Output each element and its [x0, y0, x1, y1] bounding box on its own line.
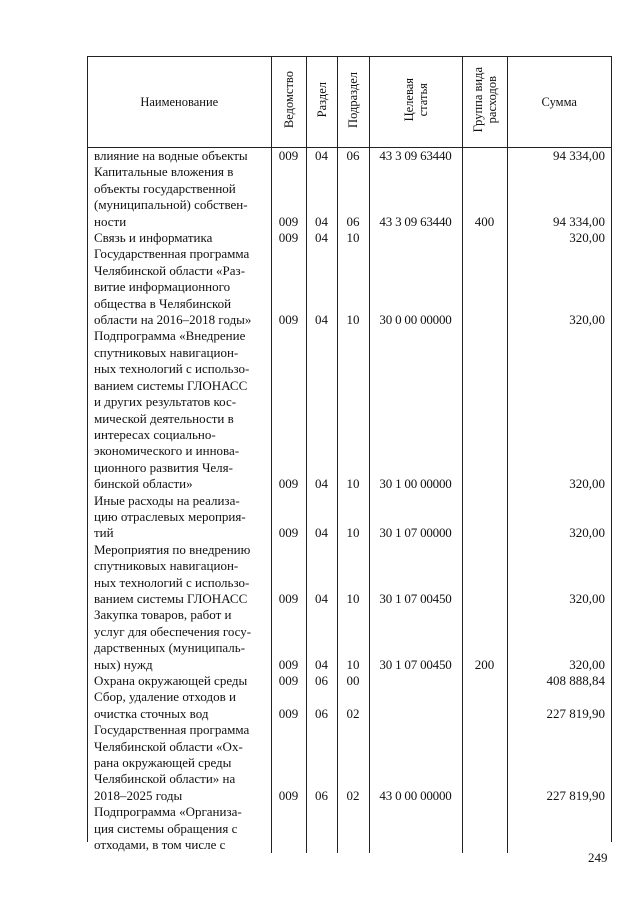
sum-cell: 408 888,84 [546, 673, 605, 688]
sum-cell: 227 819,90 [546, 705, 605, 721]
name-cell [88, 493, 271, 542]
name-line: ности [94, 213, 127, 229]
name-line: объекты государственной [94, 180, 236, 196]
name-line: дарственных (муниципаль- [94, 640, 246, 656]
name-line: Подпрограмма «Внедрение [94, 328, 246, 344]
section-cell: 04 [306, 493, 337, 542]
table-row [88, 722, 611, 804]
sum-cell: 227 819,90 [546, 787, 605, 803]
subsection-cell: 10 [337, 230, 369, 246]
name-cell [88, 804, 271, 853]
name-cell [88, 230, 271, 246]
sum-cell: 320,00 [569, 590, 605, 606]
table-row [88, 230, 611, 246]
group-cell: 200 [462, 607, 507, 673]
group-cell [462, 689, 507, 722]
name-line: ционного развития Челя- [94, 459, 233, 475]
table-row [88, 607, 611, 673]
table-row [88, 689, 611, 722]
table-row [88, 673, 611, 689]
name-line: спутниковых навигацион- [94, 558, 239, 574]
subsection-cell: 02 [337, 689, 369, 722]
name-line: Государственная программа [94, 722, 250, 738]
name-line: экономического и иннова- [94, 443, 240, 459]
ministry-cell [271, 804, 306, 853]
table-row [88, 246, 611, 328]
header-sum: Сумма [507, 57, 611, 148]
section-cell: 06 [306, 673, 337, 689]
name-line: Челябинской области «Раз- [94, 262, 246, 278]
subsection-cell: 10 [337, 328, 369, 492]
sum-cell [507, 804, 611, 853]
name-line: ванием системы ГЛОНАСС [94, 377, 248, 393]
target-cell: 30 1 07 00450 [369, 542, 462, 608]
section-cell: 04 [306, 328, 337, 492]
sum-cell: 320,00 [569, 476, 605, 492]
sum-cell: 94 334,00 [553, 148, 605, 163]
name-line: услуг для обеспечения госу- [94, 623, 252, 639]
name-line: интересах социально- [94, 426, 216, 442]
name-line: витие информационного [94, 279, 231, 295]
section-cell: 04 [306, 542, 337, 608]
sum-cell: 320,00 [569, 525, 605, 541]
target-cell [369, 804, 462, 853]
header-name: Наименование [88, 57, 271, 148]
subsection-cell: 00 [337, 673, 369, 689]
name-line: ных технологий с использо- [94, 361, 250, 377]
name-line: Сбор, удаление отходов и [94, 689, 236, 705]
ministry-cell: 009 [271, 164, 306, 230]
target-cell: 30 1 07 00000 [369, 493, 462, 542]
name-line: спутниковых навигацион- [94, 344, 239, 360]
name-cell [88, 607, 271, 673]
table-row [88, 328, 611, 492]
name-line: Иные расходы на реализа- [94, 492, 240, 508]
sum-cell: 320,00 [569, 230, 605, 246]
section-cell: 04 [306, 230, 337, 246]
table-row [88, 804, 611, 853]
target-cell: 43 0 00 00000 [369, 722, 462, 804]
section-cell: 04 [306, 607, 337, 673]
group-cell [462, 148, 507, 165]
name-cell [88, 328, 271, 492]
group-cell [462, 328, 507, 492]
target-cell [369, 689, 462, 722]
table-row [88, 148, 611, 165]
table-header-row [88, 57, 611, 148]
group-cell [462, 804, 507, 853]
subsection-cell: 06 [337, 148, 369, 165]
budget-table [88, 57, 611, 853]
target-cell: 30 0 00 00000 [369, 246, 462, 328]
ministry-cell: 009 [271, 328, 306, 492]
ministry-cell: 009 [271, 542, 306, 608]
group-cell [462, 542, 507, 608]
ministry-cell: 009 [271, 722, 306, 804]
group-cell [462, 493, 507, 542]
name-line: и других результатов кос- [94, 394, 237, 410]
ministry-cell: 009 [271, 493, 306, 542]
name-cell [88, 246, 271, 328]
name-line: Закупка товаров, работ и [94, 607, 232, 623]
name-line: цию отраслевых мероприя- [94, 508, 246, 524]
group-cell [462, 722, 507, 804]
group-cell [462, 673, 507, 689]
subsection-cell: 02 [337, 722, 369, 804]
header-group: Группа вида расходов [462, 57, 507, 148]
ministry-cell: 009 [271, 230, 306, 246]
subsection-cell [337, 804, 369, 853]
name-line: очистка сточных вод [94, 705, 209, 721]
group-cell: 400 [462, 164, 507, 230]
name-line: ных технологий с использо- [94, 574, 250, 590]
name-cell [88, 164, 271, 230]
name-cell [88, 689, 271, 722]
ministry-cell: 009 [271, 607, 306, 673]
ministry-cell: 009 [271, 246, 306, 328]
section-cell [306, 804, 337, 853]
section-cell: 06 [306, 722, 337, 804]
name-line: отходами, в том числе с [94, 837, 226, 853]
name-line: Челябинской области» на [94, 771, 236, 787]
group-cell [462, 230, 507, 246]
table-row [88, 164, 611, 230]
sum-cell: 320,00 [569, 312, 605, 328]
name-line: области на 2016–2018 годы» [94, 312, 252, 328]
section-cell: 04 [306, 164, 337, 230]
ministry-cell: 009 [271, 148, 306, 165]
subsection-cell: 06 [337, 164, 369, 230]
name-cell [88, 673, 271, 689]
name-cell [88, 722, 271, 804]
target-cell [369, 230, 462, 246]
name-line: общества в Челябинской [94, 295, 232, 311]
header-ministry: Ведомство [271, 57, 306, 148]
name-cell [88, 542, 271, 608]
table-row [88, 493, 611, 542]
table-body [88, 148, 611, 854]
name-line: рана окружающей среды [94, 755, 232, 771]
name-line: (муниципальной) собствен- [94, 197, 248, 213]
group-cell [462, 246, 507, 328]
name-line: бинской области» [94, 476, 193, 492]
name-cell [88, 148, 271, 165]
sum-cell: 320,00 [569, 656, 605, 672]
target-cell: 30 1 07 00450 [369, 607, 462, 673]
header-target: Целевая статья [369, 57, 462, 148]
name-line: ных) нужд [94, 656, 153, 672]
name-line: Государственная программа [94, 246, 250, 262]
section-cell: 04 [306, 246, 337, 328]
table-row [88, 542, 611, 608]
subsection-cell: 10 [337, 246, 369, 328]
name-line: ция системы обращения с [94, 820, 238, 836]
section-cell: 04 [306, 148, 337, 165]
target-cell: 43 3 09 63440 [369, 148, 462, 165]
name-line: тий [94, 525, 114, 541]
name-line: Подпрограмма «Организа- [94, 804, 242, 820]
header-subsection: Подраздел [337, 57, 369, 148]
ministry-cell: 009 [271, 673, 306, 689]
name-line: Охрана окружающей среды [94, 673, 248, 688]
subsection-cell: 10 [337, 493, 369, 542]
section-cell: 06 [306, 689, 337, 722]
target-cell [369, 673, 462, 689]
target-cell: 30 1 00 00000 [369, 328, 462, 492]
name-line: влияние на водные объекты [94, 148, 248, 163]
subsection-cell: 10 [337, 542, 369, 608]
name-line: ванием системы ГЛОНАСС [94, 590, 248, 606]
ministry-cell: 009 [271, 689, 306, 722]
name-line: Связь и информатика [94, 230, 213, 246]
name-line: 2018–2025 годы [94, 787, 183, 803]
header-section: Раздел [306, 57, 337, 148]
name-line: Капитальные вложения в [94, 164, 234, 180]
name-line: Мероприятия по внедрению [94, 541, 251, 557]
target-cell: 43 3 09 63440 [369, 164, 462, 230]
name-line: Челябинской области «Ох- [94, 738, 243, 754]
subsection-cell: 10 [337, 607, 369, 673]
page-number: 249 [588, 850, 608, 865]
budget-table-frame [87, 56, 612, 853]
sum-cell: 94 334,00 [553, 213, 605, 229]
name-line: мической деятельности в [94, 410, 234, 426]
